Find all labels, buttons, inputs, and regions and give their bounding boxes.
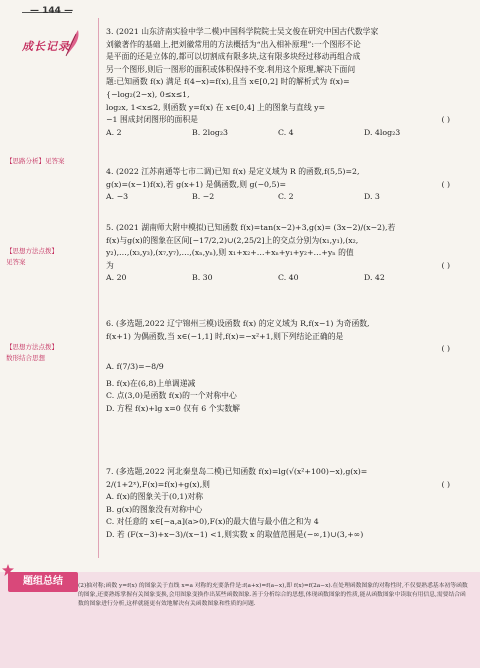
question-7 [106,466,450,542]
option-d: D. 42 [364,273,385,283]
question-number: 3. [106,27,114,36]
option-a: A. 2 [106,127,122,137]
question-number: 6. [106,319,114,328]
question-text: 另一个图形,则后一图形的面积或体积保持不变.利用这个原理,解决下面问 [106,64,356,74]
page-number: — 144 — [30,6,74,16]
option-c: C. 4 [278,127,294,137]
question-text: (2022 江苏南通等七市二调)已知 f(x) 是定义域为 R 的函数,f(5,5)=2, [115,167,360,176]
note-bracket: 【思路分析】 [6,157,45,165]
option-b: B. f(x)在(6,8)上单调递减 [106,378,196,388]
option-a: A. −3 [106,192,129,202]
sidebar-note-2 [6,246,92,268]
note-text: 见答案 [6,258,26,266]
margin-divider [98,18,99,558]
options-row [106,127,450,140]
option-b: B. −2 [192,192,215,202]
summary-title: 题组总结 [8,572,78,592]
option-d: D. 若 (F(x−3)+x−3)/(x−1) <1,则实数 x 的取值范围是(−∞,1)∪(3,+∞) [106,529,364,539]
option-a: A. f(7/3)=−8/9 [106,362,164,372]
piecewise-line-1: {−log₂(2−x), 0≤x≤1, [106,89,190,99]
options-row [106,191,450,204]
option-d: D. 方程 f(x)+lg x=0 仅有 6 个实数解 [106,403,240,413]
question-4 [106,166,450,204]
growth-record-logo [18,30,80,64]
answer-paren: ( ) [441,479,450,489]
question-text: f(x+1) 为偶函数,当 x∈(−1,1] 时,f(x)=−x²+1,则下列结论正确的是 [106,331,344,341]
question-text: (2021 湖南师大附中模拟)已知函数 f(x)=tan(x−2)+3,g(x)= (3x−2)/(x−2),若 [115,223,396,232]
page-number-value: 144 [42,6,61,16]
question-text: 题:已知函数 f(x) 满足 f(4−x)=f(x),且当 x∈[0,2] 时的解析式为 f(x)= [106,77,350,87]
question-text: (多选题,2022 辽宁锦州三模)设函数 f(x) 的定义域为 R,f(x−1) 为奇函数, [115,319,370,328]
question-text: 是平面的还是立体的,都可以切割成有限多块,这有限多块经过移动再组合成 [106,52,361,62]
question-text: 为 [106,260,114,270]
option-c: C. 40 [278,273,299,283]
question-text: g(x)=(x−1)f(x),若 g(x+1) 是偶函数,则 g(−0,5)= [106,179,287,189]
answer-paren: ( ) [441,344,450,354]
question-text: 刘徽著作的基础上,把刘徽常用的方法概括为“出入相补原理”:一个图形不论 [106,39,361,49]
option-a: A. f(x)的图象关于(0,1)对称 [106,492,204,502]
piecewise-line-2: log₂x, 1<x≤2, 则函数 y=f(x) 在 x∈[0,4] 上的图象与直线 y= [106,102,326,112]
option-a: A. 20 [106,273,127,283]
question-number: 5. [106,223,114,232]
feather-icon [62,28,82,58]
answer-paren: ( ) [441,179,450,189]
option-d: D. 3 [364,192,380,202]
question-text: −1 围成封闭图形的面积是 [106,115,198,125]
option-c: C. 2 [278,192,294,202]
question-text: 2/(1+2ˣ),F(x)=f(x)+g(x),则 [106,479,210,489]
note-text: 数形结合思想 [6,354,45,362]
sidebar-note-3 [6,342,92,364]
question-text: (多选题,2022 河北秦皇岛二模)已知函数 f(x)=lg(√(x²+100)−x),g(x)= [115,467,368,476]
sidebar-note-1 [6,156,92,167]
option-d: D. 4log₂3 [364,127,401,137]
question-3 [106,26,450,139]
note-bracket: 【思想方法点拨】 [6,343,58,351]
option-c: C. 对任意的 x∈[−a,a](a>0),F(x)的最大值与最小值之和为 4 [106,517,319,527]
answer-paren: ( ) [441,260,450,270]
question-6 [106,318,450,416]
question-number: 7. [106,467,114,476]
summary-text: (2)抽对称;函数 y=f(x) 的图象关于直线 x=a 对称的充要条件是:f(a+x)=f(a−x),即 f(x)=f(2a−x).在处理函数图象的对称性时,不仅要熟悉基本初等函数的图象,还要熟练掌握有关图象变换,会用图象变换作出某些函数图象.善于分析综合的思想,体现函数图象的性质,能从函数图象中读取有用信息,需要结合函数的图象进行分析,这样就能更有效地解决有关函数图象和性质的问题. [78,583,468,607]
question-5 [106,222,450,285]
option-b: B. 30 [192,273,213,283]
question-number: 4. [106,167,114,176]
logo-text: 成长记录 [22,40,70,53]
question-text: y₂),…,(x₃,y₃),(x₇,y₇),…,(xₙ,yₙ),则 x₁+x₂+…+xₙ+y₁+y₂+…+yₙ 的值 [106,248,354,258]
note-bracket: 【思想方法点拨】 [6,247,58,255]
question-text: (2021 山东济南实验中学二模)中国科学院院士吴文俊在研究中国古代数学家 [115,27,379,36]
option-b: B. g(x)的图象没有对称中心 [106,504,203,514]
options-row [106,272,450,285]
note-text: 见答案 [45,157,65,165]
option-c: C. 点(3,0)是函数 f(x)的一个对称中心 [106,391,237,401]
answer-paren: ( ) [441,115,450,125]
option-b: B. 2log₂3 [192,127,228,137]
question-text: f(x)与g(x)的图象在区间[−17/2,2)∪(2,25/2]上的交点分别为(x₁,y₁),(x₂, [106,235,359,245]
